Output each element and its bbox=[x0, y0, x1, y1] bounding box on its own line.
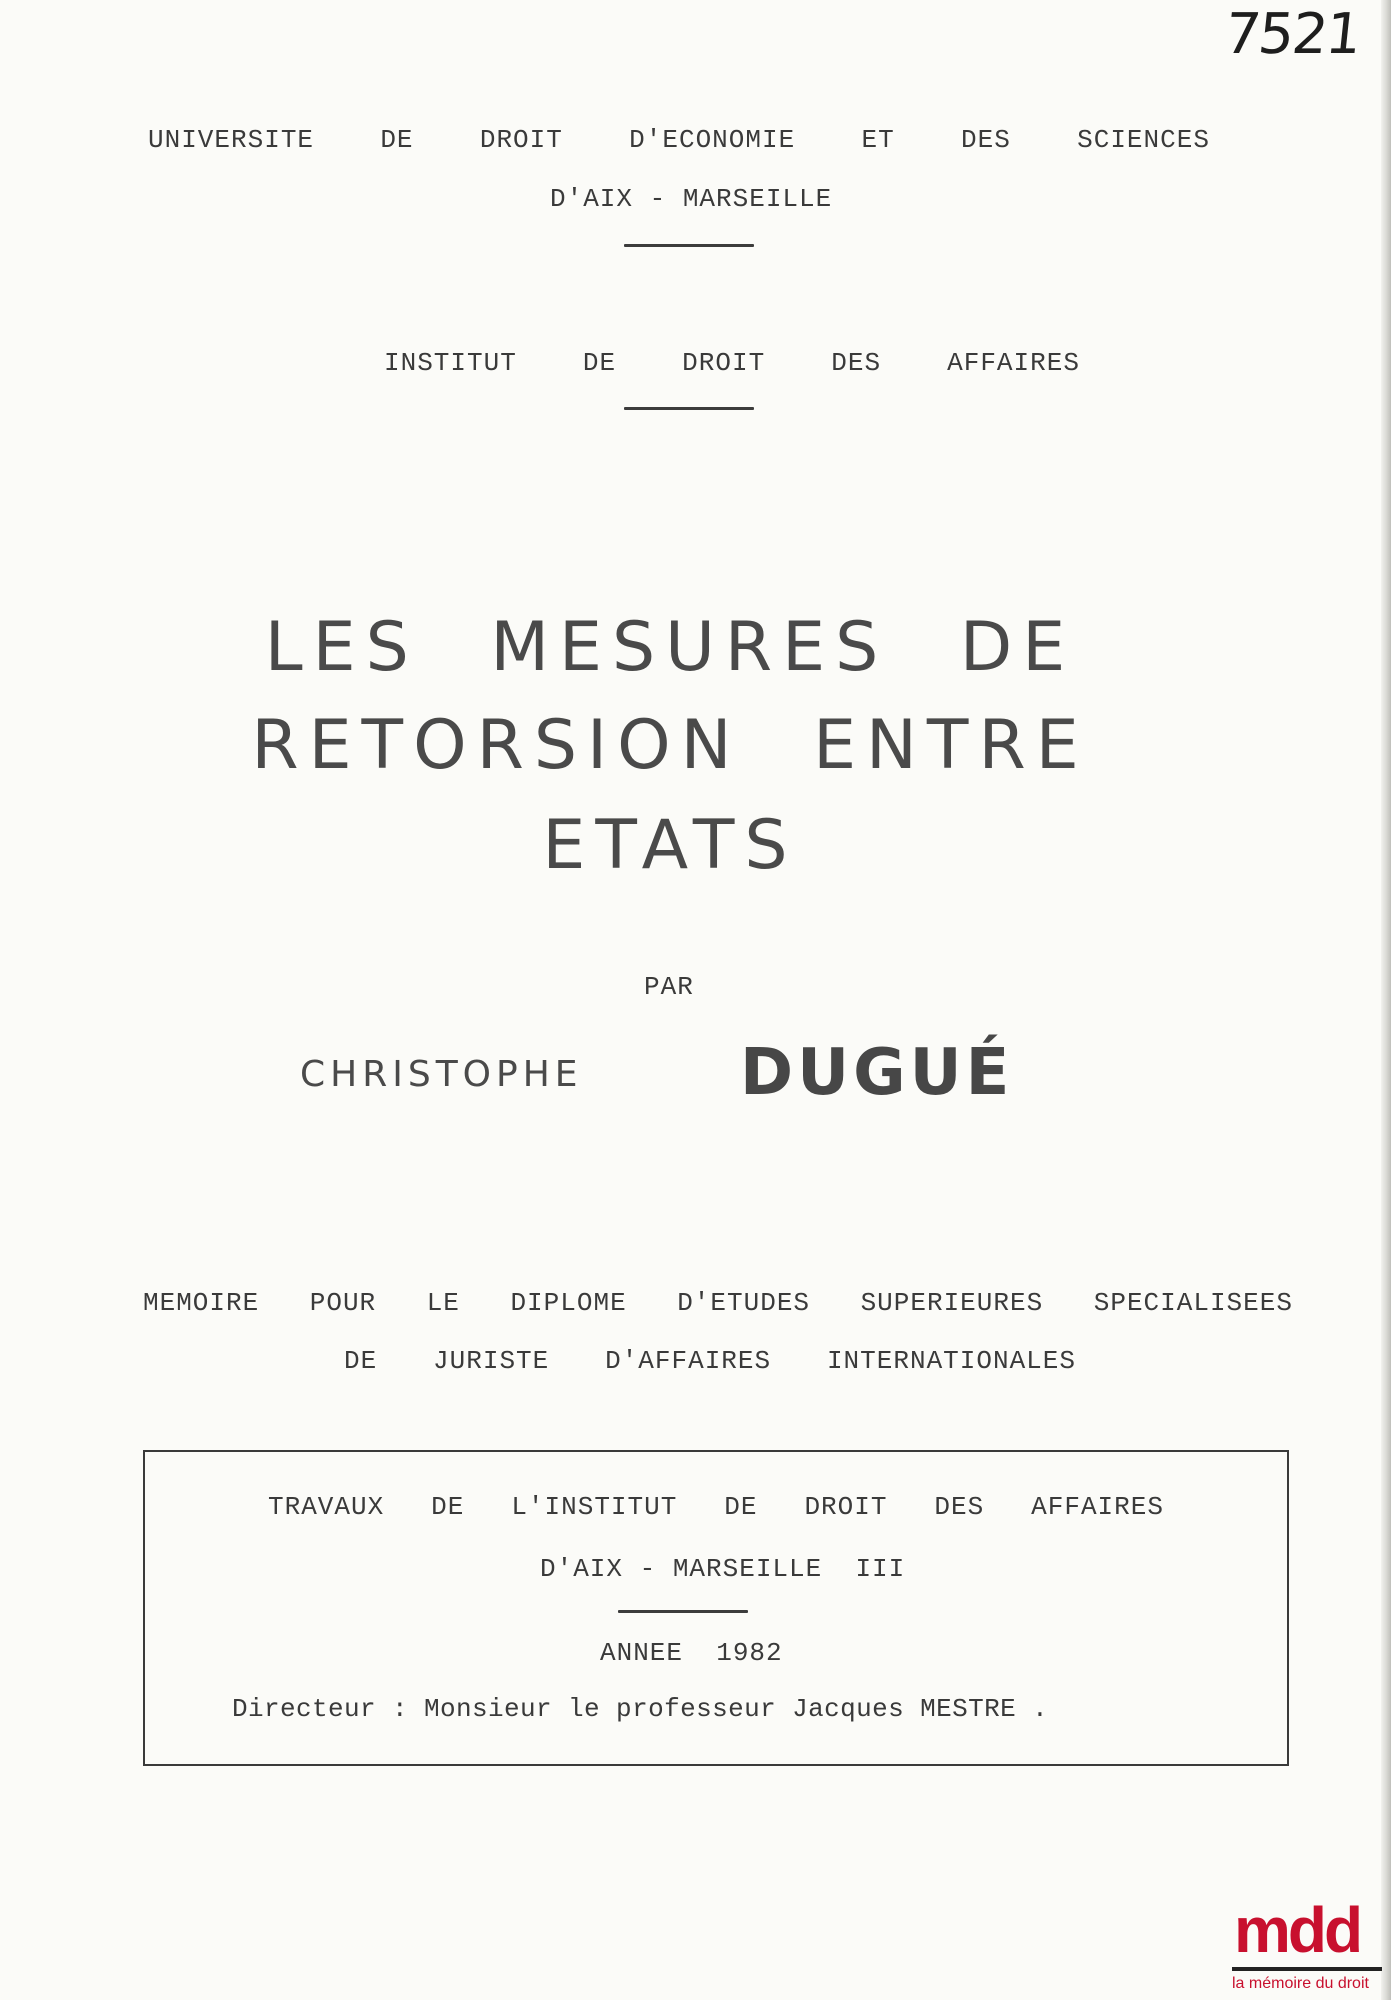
series-word: DES bbox=[934, 1492, 985, 1522]
logo-bar bbox=[1232, 1967, 1382, 1971]
university-word: DE bbox=[380, 125, 414, 155]
publisher-logo bbox=[1230, 1895, 1388, 2000]
degree-word: MEMOIRE bbox=[143, 1288, 260, 1318]
university-word: ET bbox=[861, 125, 895, 155]
series-word: DROIT bbox=[804, 1492, 888, 1522]
university-name-line2: D'AIX - MARSEILLE bbox=[550, 184, 833, 214]
series-word: TRAVAUX bbox=[268, 1492, 385, 1522]
degree-line1 bbox=[143, 1288, 1293, 1318]
institute-word: INSTITUT bbox=[384, 348, 517, 378]
box-underline bbox=[618, 1610, 748, 1613]
year: ANNEE 1982 bbox=[600, 1638, 783, 1668]
header-underline-1 bbox=[624, 244, 754, 247]
degree-word: INTERNATIONALES bbox=[826, 1346, 1076, 1376]
degree-word: DIPLOME bbox=[510, 1288, 627, 1318]
header-underline-2 bbox=[624, 407, 754, 410]
author-last-name: DUGUÉ bbox=[740, 1036, 1014, 1110]
series-word: AFFAIRES bbox=[1031, 1492, 1164, 1522]
degree-word: DE bbox=[344, 1346, 378, 1376]
series-word: DE bbox=[724, 1492, 758, 1522]
institute-word: DES bbox=[831, 348, 882, 378]
degree-word: POUR bbox=[309, 1288, 377, 1318]
institute-word: AFFAIRES bbox=[947, 348, 1080, 378]
degree-word: JURISTE bbox=[433, 1346, 550, 1376]
series-word: DE bbox=[431, 1492, 465, 1522]
degree-word: SPECIALISEES bbox=[1093, 1288, 1293, 1318]
institute-word: DROIT bbox=[682, 348, 766, 378]
university-word: UNIVERSITE bbox=[148, 125, 315, 155]
degree-word: LE bbox=[426, 1288, 460, 1318]
by-label: PAR bbox=[644, 972, 694, 1002]
degree-word: D'AFFAIRES bbox=[605, 1346, 772, 1376]
director: Directeur : Monsieur le professeur Jacques MESTRE . bbox=[232, 1694, 1049, 1724]
title-line1: LES MESURES DE bbox=[264, 608, 1076, 687]
archive-number: 7521 bbox=[1221, 2, 1363, 67]
series-word: L'INSTITUT bbox=[511, 1492, 678, 1522]
author-first-name: CHRISTOPHE bbox=[300, 1054, 583, 1095]
degree-line2 bbox=[344, 1346, 1076, 1376]
logo-mark: mdd bbox=[1234, 1894, 1361, 1966]
series-title-line1 bbox=[268, 1492, 1164, 1522]
degree-word: SUPERIEURES bbox=[860, 1288, 1044, 1318]
university-word: D'ECONOMIE bbox=[629, 125, 796, 155]
institute-word: DE bbox=[582, 348, 617, 378]
series-title-line2: D'AIX - MARSEILLE III bbox=[540, 1554, 906, 1584]
page-edge bbox=[1381, 0, 1391, 2000]
institute-name bbox=[384, 348, 1080, 378]
title-line2: RETORSION ENTRE bbox=[251, 706, 1089, 785]
degree-word: D'ETUDES bbox=[677, 1288, 811, 1318]
university-word: DES bbox=[961, 125, 1011, 155]
logo-tagline: la mémoire du droit bbox=[1232, 1975, 1369, 1992]
university-name-line1 bbox=[148, 125, 1210, 155]
title-line3: ETATS bbox=[542, 806, 798, 885]
university-word: SCIENCES bbox=[1077, 125, 1210, 155]
university-word: DROIT bbox=[479, 125, 563, 155]
